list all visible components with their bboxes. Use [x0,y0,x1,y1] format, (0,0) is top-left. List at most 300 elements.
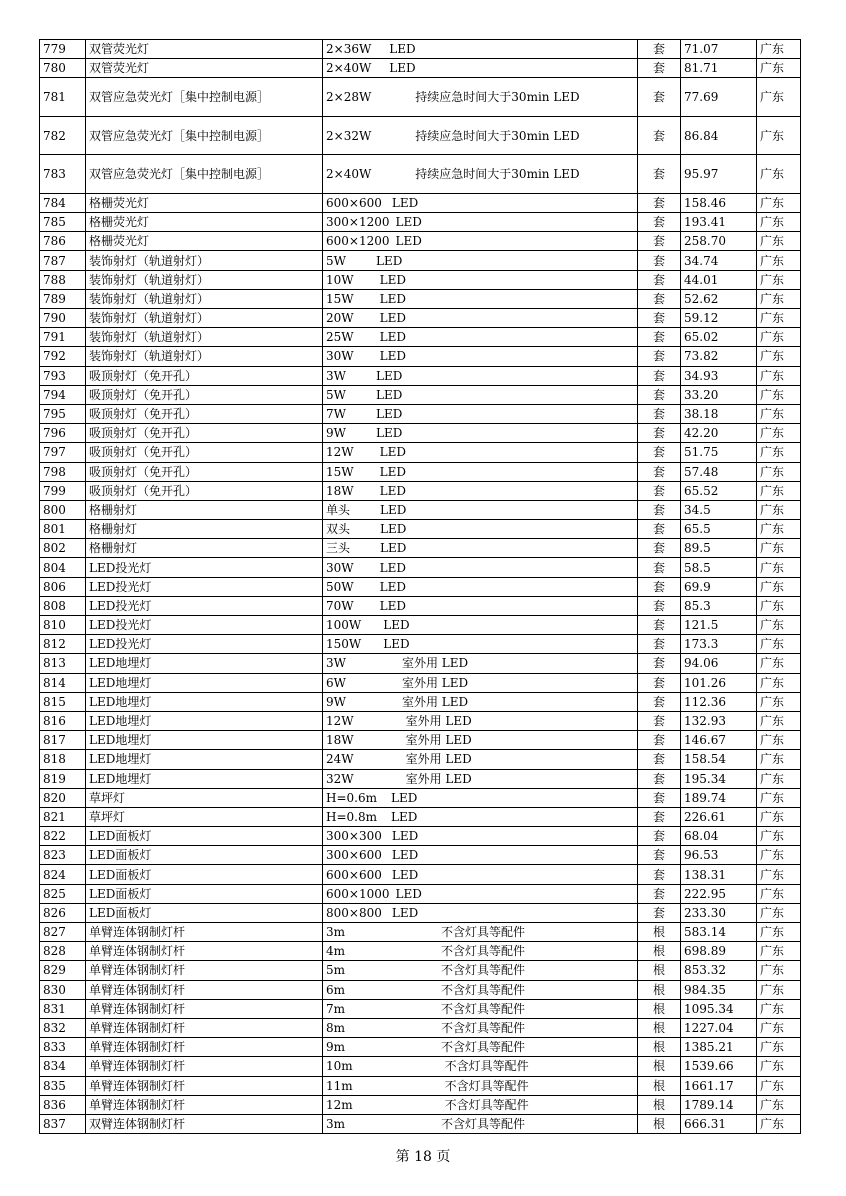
item-name-cell: LED地埋灯 [86,654,323,673]
item-unit-cell: 根 [638,1038,681,1057]
table-row [40,903,801,922]
spec-note: LED [389,42,416,57]
item-region-cell: 广东 [757,769,801,788]
item-spec-cell [323,1114,638,1133]
item-number-cell: 790 [40,309,86,328]
item-region-cell: 广东 [757,827,801,846]
item-unit-cell: 套 [638,366,681,385]
spec-value: 9m [326,1040,346,1055]
item-region-cell: 广东 [757,1114,801,1133]
item-name-cell: 格栅射灯 [86,539,323,558]
item-price-cell: 69.9 [681,577,757,596]
item-region-cell: 广东 [757,788,801,807]
item-number-cell: 814 [40,673,86,692]
spec-value: 12W [326,445,354,460]
spec-note: 不含灯具等配件 [441,925,526,940]
item-number-cell: 832 [40,1018,86,1037]
item-price-cell: 81.71 [681,59,757,78]
spec-value: 5W [326,387,346,402]
item-spec-cell [323,1057,638,1076]
item-price-cell: 58.5 [681,558,757,577]
table-row [40,827,801,846]
spec-note: LED [379,445,406,460]
item-price-cell: 233.30 [681,903,757,922]
item-unit-cell: 套 [638,481,681,500]
item-unit-cell: 根 [638,1018,681,1037]
item-spec-cell [323,289,638,308]
item-region-cell: 广东 [757,443,801,462]
spec-value: 10W [326,272,354,287]
item-unit-cell: 套 [638,520,681,539]
item-unit-cell: 根 [638,923,681,942]
item-price-cell: 1227.04 [681,1018,757,1037]
item-region-cell: 广东 [757,673,801,692]
item-name-cell: LED地埋灯 [86,673,323,692]
item-region-cell: 广东 [757,884,801,903]
item-region-cell: 广东 [757,309,801,328]
item-spec-cell [323,654,638,673]
item-spec-cell [323,213,638,232]
item-region-cell: 广东 [757,980,801,999]
item-unit-cell: 根 [638,1057,681,1076]
item-unit-cell: 套 [638,213,681,232]
item-number-cell: 802 [40,539,86,558]
item-region-cell: 广东 [757,1095,801,1114]
spec-value: 30W [326,560,354,575]
item-region-cell: 广东 [757,596,801,615]
item-region-cell: 广东 [757,942,801,961]
item-unit-cell: 套 [638,40,681,59]
table-row [40,481,801,500]
item-number-cell: 829 [40,961,86,980]
spec-value: 3m [326,925,346,940]
item-region-cell: 广东 [757,807,801,826]
item-name-cell: 单臂连体钢制灯杆 [86,1095,323,1114]
spec-value: 3W [326,656,346,671]
item-unit-cell: 套 [638,654,681,673]
item-price-cell: 42.20 [681,424,757,443]
item-spec-cell [323,251,638,270]
item-number-cell: 818 [40,750,86,769]
item-spec-cell [323,577,638,596]
spec-note: LED [375,426,403,441]
item-name-cell: 单臂连体钢制灯杆 [86,980,323,999]
item-name-cell: LED投光灯 [86,616,323,635]
item-region-cell: 广东 [757,1057,801,1076]
item-name-cell: LED地埋灯 [86,711,323,730]
item-price-cell: 65.02 [681,328,757,347]
spec-value: 12m [326,1097,353,1112]
item-name-cell: LED地埋灯 [86,769,323,788]
item-price-cell: 95.97 [681,155,757,194]
item-unit-cell: 根 [638,1076,681,1095]
item-price-cell: 38.18 [681,404,757,423]
spec-value: 32W [326,771,354,786]
item-unit-cell: 套 [638,270,681,289]
item-number-cell: 831 [40,999,86,1018]
table-row [40,424,801,443]
spec-value: 300×600 [326,848,382,863]
spec-note: LED [395,234,422,249]
item-region-cell: 广东 [757,846,801,865]
item-region-cell: 广东 [757,270,801,289]
table-row [40,1057,801,1076]
spec-note: LED [391,848,419,863]
spec-value: 2×28W [326,90,372,105]
item-spec-cell [323,769,638,788]
item-name-cell: 单臂连体钢制灯杆 [86,1076,323,1095]
item-number-cell: 800 [40,500,86,519]
item-price-cell: 666.31 [681,1114,757,1133]
item-spec-cell [323,884,638,903]
item-price-cell: 1095.34 [681,999,757,1018]
item-number-cell: 826 [40,903,86,922]
item-name-cell: 吸顶射灯（免开孔） [86,424,323,443]
item-price-cell: 59.12 [681,309,757,328]
item-region-cell: 广东 [757,558,801,577]
item-price-cell: 34.74 [681,251,757,270]
item-price-cell: 112.36 [681,692,757,711]
item-name-cell: 装饰射灯（轨道射灯） [86,251,323,270]
item-name-cell: 格栅荧光灯 [86,232,323,251]
spec-value: 100W [326,618,362,633]
item-price-cell: 101.26 [681,673,757,692]
item-spec-cell [323,558,638,577]
item-name-cell: 装饰射灯（轨道射灯） [86,328,323,347]
item-number-cell: 817 [40,731,86,750]
item-region-cell: 广东 [757,999,801,1018]
item-spec-cell [323,520,638,539]
item-region-cell: 广东 [757,462,801,481]
item-price-cell: 57.48 [681,462,757,481]
item-unit-cell: 套 [638,155,681,194]
item-unit-cell: 套 [638,769,681,788]
item-number-cell: 816 [40,711,86,730]
item-region-cell: 广东 [757,692,801,711]
spec-note: LED [391,867,419,882]
item-price-cell: 65.52 [681,481,757,500]
spec-note: LED [375,387,403,402]
spec-value: 2×40W [326,167,372,182]
spec-value: 3W [326,368,346,383]
item-unit-cell: 套 [638,443,681,462]
item-price-cell: 68.04 [681,827,757,846]
item-region-cell: 广东 [757,923,801,942]
table-row [40,328,801,347]
item-number-cell: 788 [40,270,86,289]
spec-note: LED [379,483,406,498]
item-unit-cell: 套 [638,232,681,251]
item-price-cell: 89.5 [681,539,757,558]
table-row [40,846,801,865]
item-name-cell: 吸顶射灯（免开孔） [86,366,323,385]
item-region-cell: 广东 [757,481,801,500]
item-spec-cell [323,750,638,769]
table-row [40,1018,801,1037]
item-region-cell: 广东 [757,1038,801,1057]
item-spec-cell [323,807,638,826]
spec-value: 10m [326,1059,353,1074]
table-row [40,443,801,462]
item-number-cell: 792 [40,347,86,366]
item-region-cell: 广东 [757,251,801,270]
item-spec-cell [323,1095,638,1114]
item-region-cell: 广东 [757,1076,801,1095]
item-region-cell: 广东 [757,539,801,558]
table-row [40,1095,801,1114]
table-row [40,942,801,961]
item-region-cell: 广东 [757,328,801,347]
spec-value: 18W [326,733,354,748]
spec-note: 室外用 LED [405,733,472,748]
item-name-cell: 双管应急荧光灯［集中控制电源］ [86,155,323,194]
table-row [40,673,801,692]
item-spec-cell [323,1018,638,1037]
item-region-cell: 广东 [757,577,801,596]
item-spec-cell [323,539,638,558]
spec-note: 室外用 LED [401,656,469,671]
item-number-cell: 779 [40,40,86,59]
item-name-cell: LED投光灯 [86,635,323,654]
spec-note: LED [375,368,403,383]
table-row [40,558,801,577]
item-region-cell: 广东 [757,385,801,404]
spec-note: 室外用 LED [405,752,472,767]
item-spec-cell [323,865,638,884]
item-name-cell: LED投光灯 [86,577,323,596]
spec-note: LED [379,330,406,345]
spec-note: LED [391,829,419,844]
item-name-cell: LED投光灯 [86,596,323,615]
item-unit-cell: 套 [638,193,681,212]
item-price-cell: 85.3 [681,596,757,615]
item-region-cell: 广东 [757,193,801,212]
item-region-cell: 广东 [757,59,801,78]
item-unit-cell: 套 [638,328,681,347]
table-row [40,155,801,194]
item-unit-cell: 根 [638,1114,681,1133]
item-unit-cell: 根 [638,980,681,999]
spec-note: 不含灯具等配件 [441,1021,526,1036]
spec-note: LED [379,349,406,364]
item-spec-cell [323,961,638,980]
spec-value: 300×1200 [326,215,390,230]
spec-value: 11m [326,1078,353,1093]
spec-note: LED [379,291,406,306]
item-price-cell: 158.46 [681,193,757,212]
item-number-cell: 806 [40,577,86,596]
item-number-cell: 785 [40,213,86,232]
table-row [40,999,801,1018]
item-region-cell: 广东 [757,500,801,519]
item-spec-cell [323,155,638,194]
item-price-cell: 44.01 [681,270,757,289]
spec-note: 不含灯具等配件 [444,1059,529,1074]
table-row [40,865,801,884]
item-region-cell: 广东 [757,424,801,443]
item-name-cell: LED投光灯 [86,558,323,577]
spec-note: LED [395,215,422,230]
item-name-cell: 双管应急荧光灯［集中控制电源］ [86,78,323,117]
item-unit-cell: 套 [638,807,681,826]
spec-note: 室外用 LED [405,714,472,729]
item-name-cell: 双管荧光灯 [86,59,323,78]
item-price-cell: 33.20 [681,385,757,404]
item-spec-cell [323,40,638,59]
item-spec-cell [323,846,638,865]
item-price-cell: 96.53 [681,846,757,865]
spec-value: 5m [326,963,346,978]
item-number-cell: 819 [40,769,86,788]
item-region-cell: 广东 [757,347,801,366]
item-name-cell: 装饰射灯（轨道射灯） [86,309,323,328]
spec-note: LED [395,886,422,901]
spec-note: LED [375,407,403,422]
table-row [40,59,801,78]
item-number-cell: 797 [40,443,86,462]
item-region-cell: 广东 [757,961,801,980]
item-number-cell: 795 [40,404,86,423]
item-name-cell: 装饰射灯（轨道射灯） [86,270,323,289]
item-name-cell: 双管应急荧光灯［集中控制电源］ [86,116,323,155]
item-price-cell: 1661.17 [681,1076,757,1095]
item-price-cell: 1789.14 [681,1095,757,1114]
spec-value: 600×1000 [326,886,390,901]
page-footer [0,1146,846,1166]
spec-value: 2×40W [326,61,372,76]
table-row [40,385,801,404]
item-spec-cell [323,999,638,1018]
table-row [40,232,801,251]
item-spec-cell [323,116,638,155]
item-price-cell: 984.35 [681,980,757,999]
spec-note: 不含灯具等配件 [444,1097,529,1112]
item-price-cell: 193.41 [681,213,757,232]
item-price-cell: 853.32 [681,961,757,980]
item-unit-cell: 套 [638,404,681,423]
spec-value: 20W [326,311,354,326]
item-spec-cell [323,596,638,615]
item-name-cell: 单臂连体钢制灯杆 [86,1018,323,1037]
item-spec-cell [323,443,638,462]
spec-note: 室外用 LED [405,771,472,786]
item-price-cell: 77.69 [681,78,757,117]
item-region-cell: 广东 [757,903,801,922]
page-number: 第 18 页 [395,1149,451,1165]
item-unit-cell: 套 [638,385,681,404]
item-price-cell: 189.74 [681,788,757,807]
item-price-cell: 1385.21 [681,1038,757,1057]
item-number-cell: 796 [40,424,86,443]
item-name-cell: 吸顶射灯（免开孔） [86,443,323,462]
item-unit-cell: 套 [638,116,681,155]
item-number-cell: 791 [40,328,86,347]
spec-value: 25W [326,330,354,345]
spec-value: 5W [326,253,346,268]
table-row [40,1076,801,1095]
table-row [40,366,801,385]
item-region-cell: 广东 [757,289,801,308]
table-row [40,309,801,328]
table-row [40,40,801,59]
table-row [40,462,801,481]
table-row [40,520,801,539]
item-spec-cell [323,347,638,366]
item-price-cell: 173.3 [681,635,757,654]
spec-value: 6W [326,675,346,690]
item-name-cell: 草坪灯 [86,788,323,807]
item-number-cell: 835 [40,1076,86,1095]
item-unit-cell: 套 [638,596,681,615]
item-unit-cell: 套 [638,577,681,596]
spec-note: 不含灯具等配件 [441,1001,526,1016]
spec-value: H=0.6m [326,790,377,805]
table-row [40,750,801,769]
item-number-cell: 821 [40,807,86,826]
item-spec-cell [323,942,638,961]
item-spec-cell [323,788,638,807]
item-spec-cell [323,78,638,117]
item-price-cell: 86.84 [681,116,757,155]
item-name-cell: 格栅荧光灯 [86,213,323,232]
item-spec-cell [323,711,638,730]
item-name-cell: 草坪灯 [86,807,323,826]
item-number-cell: 793 [40,366,86,385]
item-spec-cell [323,673,638,692]
item-unit-cell: 根 [638,942,681,961]
item-number-cell: 794 [40,385,86,404]
item-price-cell: 121.5 [681,616,757,635]
spec-value: 15W [326,291,354,306]
item-spec-cell [323,980,638,999]
item-spec-cell [323,385,638,404]
item-price-cell: 65.5 [681,520,757,539]
item-unit-cell: 套 [638,731,681,750]
spec-value: 9W [326,694,346,709]
table-row [40,692,801,711]
spec-value: 2×32W [326,128,372,143]
item-spec-cell [323,1076,638,1095]
spec-value: 15W [326,464,354,479]
item-unit-cell: 套 [638,884,681,903]
item-number-cell: 815 [40,692,86,711]
item-number-cell: 833 [40,1038,86,1057]
item-unit-cell: 套 [638,309,681,328]
item-price-cell: 258.70 [681,232,757,251]
item-name-cell: LED地埋灯 [86,692,323,711]
item-price-cell: 132.93 [681,711,757,730]
spec-value: 30W [326,349,354,364]
item-name-cell: LED面板灯 [86,884,323,903]
item-name-cell: LED面板灯 [86,827,323,846]
item-unit-cell: 套 [638,558,681,577]
item-number-cell: 786 [40,232,86,251]
spec-value: 12W [326,714,354,729]
item-price-cell: 146.67 [681,731,757,750]
item-price-cell: 1539.66 [681,1057,757,1076]
item-name-cell: 吸顶射灯（免开孔） [86,481,323,500]
item-number-cell: 825 [40,884,86,903]
spec-value: 7m [326,1001,346,1016]
table-row [40,731,801,750]
table-row [40,347,801,366]
item-unit-cell: 套 [638,711,681,730]
spec-note: LED [379,464,406,479]
item-spec-cell [323,309,638,328]
table-row [40,193,801,212]
item-spec-cell [323,424,638,443]
item-region-cell: 广东 [757,616,801,635]
